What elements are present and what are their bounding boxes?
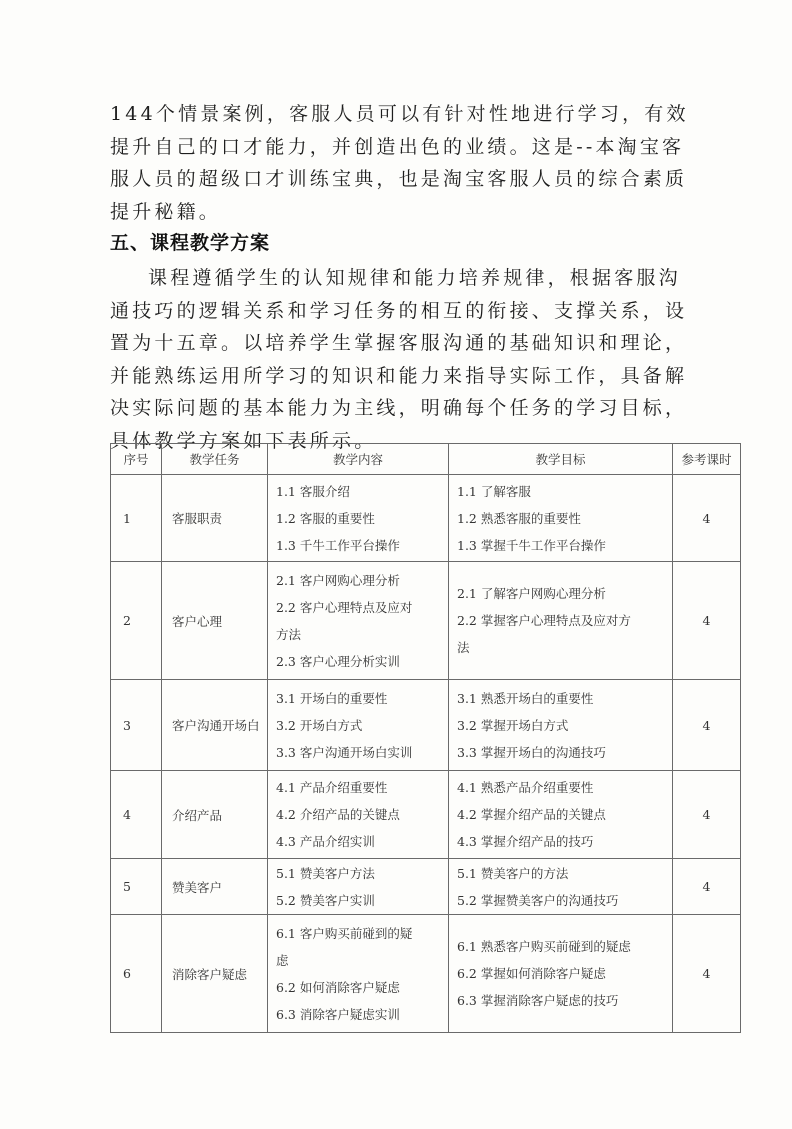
goal-line: 4.3 掌握介绍产品的技巧 — [457, 834, 594, 849]
intro-paragraph — [110, 98, 695, 228]
section-heading: 五、课程教学方案 — [110, 232, 271, 254]
row-number: 1 — [111, 475, 162, 562]
content-line: 1.2 客服的重要性 — [276, 510, 375, 526]
paragraph-line: 通技巧的逻辑关系和学习任务的相互的衔接、支撑关系，设 — [110, 299, 688, 322]
content-line: 6.2 如何消除客户疑虑 — [276, 979, 400, 995]
row-hours: 4 — [673, 915, 741, 1033]
goal-line: 5.2 掌握赞美客户的沟通技巧 — [457, 892, 619, 908]
paragraph-line: 提升自己的口才能力，并创造出色的业绩。这是--本淘宝客 — [110, 135, 685, 158]
paragraph-line: 具体教学方案如下表所示。 — [110, 429, 377, 452]
goal-line: 4.2 掌握介绍产品的关键点 — [457, 807, 606, 822]
content-line: 虑 — [276, 952, 289, 968]
table-row — [111, 680, 741, 771]
header-content: 教学内容 — [268, 444, 449, 475]
goal-line: 2.2 掌握客户心理特点及应对方 — [457, 613, 631, 628]
goal-line: 4.1 熟悉产品介绍重要性 — [457, 780, 594, 795]
paragraph-line: 144个情景案例，客服人员可以有针对性地进行学习，有效 — [110, 103, 689, 125]
row-hours: 4 — [673, 562, 741, 680]
content-line: 2.3 客户心理分析实训 — [276, 653, 400, 669]
table-row — [111, 915, 741, 1033]
row-content — [268, 771, 449, 859]
header-goals: 教学目标 — [449, 444, 673, 475]
goal-line: 5.1 赞美客户的方法 — [457, 865, 569, 881]
goal-line: 3.3 掌握开场白的沟通技巧 — [457, 744, 606, 760]
row-content — [268, 915, 449, 1033]
row-hours: 4 — [673, 680, 741, 771]
table-row — [111, 562, 741, 680]
row-content — [268, 680, 449, 771]
row-task: 客户心理 — [162, 562, 268, 680]
goal-line: 2.1 了解客户网购心理分析 — [457, 586, 606, 601]
paragraph-line: 并能熟练运用所学习的知识和能力来指导实际工作，具备解 — [110, 364, 688, 387]
content-line: 方法 — [276, 626, 302, 642]
goal-line: 1.2 熟悉客服的重要性 — [457, 510, 581, 526]
teaching-plan-table — [110, 443, 741, 1033]
row-number: 4 — [111, 771, 162, 859]
table-row — [111, 771, 741, 859]
row-content — [268, 859, 449, 915]
content-line: 1.1 客服介绍 — [276, 483, 350, 499]
row-number: 5 — [111, 859, 162, 915]
goal-line: 3.1 熟悉开场白的重要性 — [457, 690, 594, 706]
row-goals — [449, 680, 673, 771]
content-line: 5.2 赞美客户实训 — [276, 892, 375, 908]
row-task: 介绍产品 — [162, 771, 268, 859]
content-line: 3.3 客户沟通开场白实训 — [276, 744, 413, 760]
table-row — [111, 859, 741, 915]
goal-line: 6.3 掌握消除客户疑虑的技巧 — [457, 993, 619, 1008]
course-paragraph — [110, 262, 695, 457]
content-line: 4.3 产品介绍实训 — [276, 834, 375, 849]
paragraph-line: 决实际问题的基本能力为主线，明确每个任务的学习目标， — [110, 397, 688, 419]
content-line: 6.1 客户购买前碰到的疑 — [276, 925, 413, 941]
header-no: 序号 — [111, 444, 162, 475]
paragraph-line: 置为十五章。以培养学生掌握客服沟通的基础知识和理论， — [110, 332, 688, 354]
content-line: 5.1 赞美客户方法 — [276, 865, 375, 881]
content-line: 3.1 开场白的重要性 — [276, 690, 388, 706]
row-content — [268, 475, 449, 562]
content-line: 6.3 消除客户疑虑实训 — [276, 1006, 400, 1022]
content-line: 4.2 介绍产品的关键点 — [276, 807, 400, 822]
row-number: 2 — [111, 562, 162, 680]
row-goals — [449, 475, 673, 562]
row-number: 3 — [111, 680, 162, 771]
paragraph-line: 提升秘籍。 — [110, 200, 222, 223]
table-row — [111, 475, 741, 562]
goal-line: 1.1 了解客服 — [457, 483, 531, 499]
goal-line: 法 — [457, 640, 470, 655]
row-task: 客户沟通开场白 — [162, 680, 268, 771]
row-goals — [449, 859, 673, 915]
goal-line: 1.3 掌握千牛工作平台操作 — [457, 537, 606, 553]
row-hours: 4 — [673, 859, 741, 915]
row-task: 赞美客户 — [162, 859, 268, 915]
row-goals — [449, 562, 673, 680]
content-line: 3.2 开场白方式 — [276, 717, 363, 733]
content-line: 2.1 客户网购心理分析 — [276, 572, 400, 588]
header-hours: 参考课时 — [673, 444, 741, 475]
goal-line: 3.2 掌握开场白方式 — [457, 717, 569, 733]
row-number: 6 — [111, 915, 162, 1033]
header-task: 教学任务 — [162, 444, 268, 475]
paragraph-line: 课程遵循学生的认知规律和能力培养规律，根据客服沟 — [148, 267, 681, 289]
row-task: 客服职责 — [162, 475, 268, 562]
row-hours: 4 — [673, 475, 741, 562]
content-line: 1.3 千牛工作平台操作 — [276, 537, 400, 553]
row-goals — [449, 915, 673, 1033]
goal-line: 6.2 掌握如何消除客户疑虑 — [457, 966, 606, 981]
paragraph-line: 服人员的超级口才训练宝典，也是淘宝客服人员的综合素质 — [110, 168, 688, 190]
row-task: 消除客户疑虑 — [162, 915, 268, 1033]
goal-line: 6.1 熟悉客户购买前碰到的疑虑 — [457, 939, 631, 954]
row-content — [268, 562, 449, 680]
content-line: 4.1 产品介绍重要性 — [276, 780, 388, 795]
table-header-row — [111, 444, 741, 475]
row-goals — [449, 771, 673, 859]
content-line: 2.2 客户心理特点及应对 — [276, 599, 413, 615]
row-hours: 4 — [673, 771, 741, 859]
